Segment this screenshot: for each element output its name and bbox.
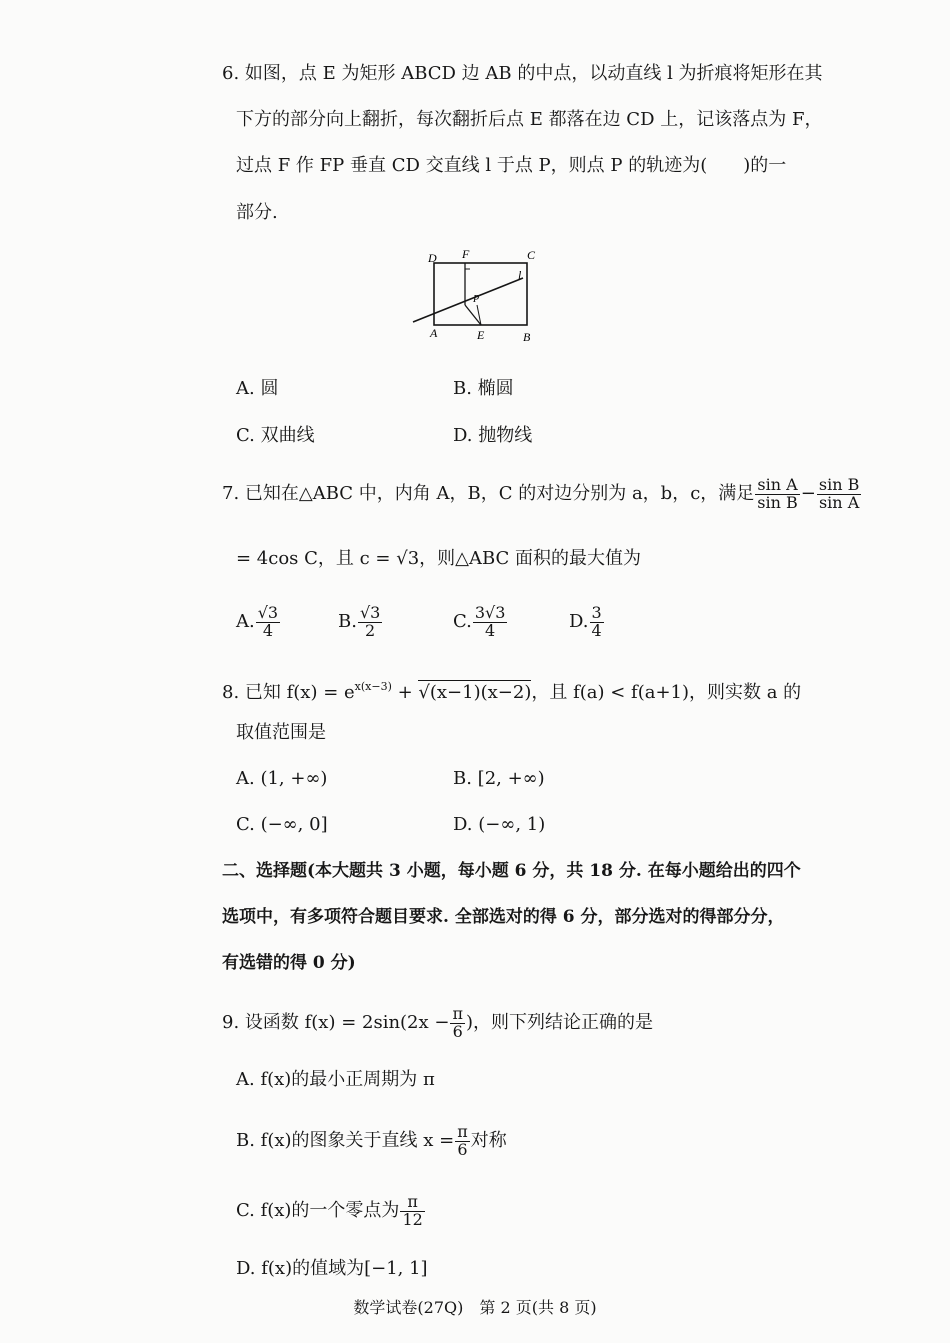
q7-option-c-num: 3√3 [474,602,506,622]
rectangle-abcd [434,263,527,325]
q8-line1-b: + [391,682,419,703]
q8-line2: 取值范围是 [236,722,326,743]
q7-option-a [236,600,281,644]
q9-option-b-prefix: B. f(x)的图象关于直线 x = [236,1130,455,1151]
q9-option-c-num: π [400,1194,424,1212]
label-l: l [518,268,522,282]
q8-option-c: C. (−∞, 0] [236,814,328,835]
q6-line1: 6. 如图，点 E 为矩形 ABCD 边 AB 的中点，以动直线 l 为折痕将矩形在其 [222,63,823,84]
q9-option-c-prefix: C. f(x)的一个零点为 [236,1200,400,1221]
q9-option-b [236,1118,507,1164]
rectangle-fold-figure [405,245,545,345]
q8-sqrt: √(x−1)(x−2) [418,682,532,703]
q9-option-a: A. f(x)的最小正周期为 π [236,1069,435,1090]
q9-fraction [450,1003,465,1041]
q7-frac1-den: sin B [757,492,798,512]
q7-option-b-num: √3 [359,602,381,622]
page-footer: 数学试卷(27Q) 第 2 页(共 8 页) [353,1298,597,1317]
q9-option-b-den: 6 [457,1139,468,1159]
label-f: F [462,247,470,261]
q7-option-d [569,600,605,644]
q8-line1-a: 8. 已知 f(x) = e [222,682,355,703]
q7-option-b-label: B. [338,611,357,632]
q8-line1-c: ，且 f(a) < f(a+1)，则实数 a 的 [531,682,802,703]
q9-frac-num: π [452,1003,463,1023]
label-p: P [473,294,480,305]
q8-option-d: D. (−∞, 1) [453,814,546,835]
section2-line2: 选项中，有多项符合题目要求. 全部选对的得 6 分，部分选对的得部分分， [222,907,785,927]
q6-line4: 部分. [236,202,278,223]
q7-option-b [338,600,383,644]
q7-minus: − [800,483,816,504]
q7-fraction-2 [817,474,861,512]
q9-suffix: )，则下列结论正确的是 [466,1012,654,1033]
q7-line1 [222,470,862,518]
q7-frac1-num: sin A [755,477,799,495]
q7-option-c-den: 4 [485,620,496,640]
fold-line-l [413,278,523,322]
q7-option-d-frac [590,602,604,640]
q6-option-b: B. 椭圆 [453,378,514,399]
label-a: A [430,326,438,340]
q7-fraction-1 [755,474,799,512]
q7-frac2-num: sin B [818,474,860,494]
q7-line2: = 4cos C，且 c = √3，则△ABC 面积的最大值为 [236,548,642,569]
q8-line1 [222,675,801,705]
q6-line2: 下方的部分向上翻折，每次翻折后点 E 都落在边 CD 上，记该落点为 F， [236,109,823,130]
q9-option-d: D. f(x)的值域为[−1, 1] [236,1258,428,1279]
q9-option-c-den: 12 [402,1209,423,1229]
q7-option-c-frac [473,602,508,640]
q6-option-d: D. 抛物线 [453,425,533,446]
q8-option-b: B. [2, +∞) [453,768,545,789]
q9-option-b-num: π [457,1121,468,1141]
q9-option-c-frac [400,1191,424,1229]
q7-option-d-den: 4 [591,620,602,640]
q7-frac2-den: sin A [818,492,860,512]
q9-option-b-suffix: 对称 [470,1130,507,1151]
q8-exponent: x(x−3) [354,680,392,693]
label-b: B [523,330,531,344]
q7-option-b-den: 2 [365,620,376,640]
q7-option-a-frac [256,602,280,640]
q7-option-a-label: A. [236,611,255,632]
q9-prefix: 9. 设函数 f(x) = 2sin(2x − [222,1012,450,1033]
q7-option-d-label: D. [569,611,589,632]
q6-option-c: C. 双曲线 [236,425,315,446]
section2-line3: 有选错的得 0 分) [222,953,356,973]
q6-line3: 过点 F 作 FP 垂直 CD 交直线 l 于点 P，则点 P 的轨迹为( )的一 [236,155,787,176]
q7-option-a-den: 4 [262,620,274,640]
q8-option-a: A. (1, +∞) [236,768,328,789]
q9-option-b-frac [455,1121,470,1159]
label-d: D [428,251,437,265]
q9-stem [222,1000,653,1046]
q7-option-c [453,600,508,644]
q9-option-c [236,1188,426,1234]
q7-option-a-num: √3 [257,602,279,622]
q7-prefix: 7. 已知在△ABC 中，内角 A，B，C 的对边分别为 a，b，c，满足 [222,483,755,504]
q7-option-d-num: 3 [591,602,602,622]
section2-line1: 二、选择题(本大题共 3 小题，每小题 6 分，共 18 分. 在每小题给出的四个 [222,861,801,881]
q7-option-b-frac [358,602,382,640]
label-c: C [527,248,536,262]
label-e: E [477,328,485,342]
q7-option-c-label: C. [453,611,472,632]
q9-frac-den: 6 [452,1021,463,1041]
q6-option-a: A. 圆 [236,378,279,399]
